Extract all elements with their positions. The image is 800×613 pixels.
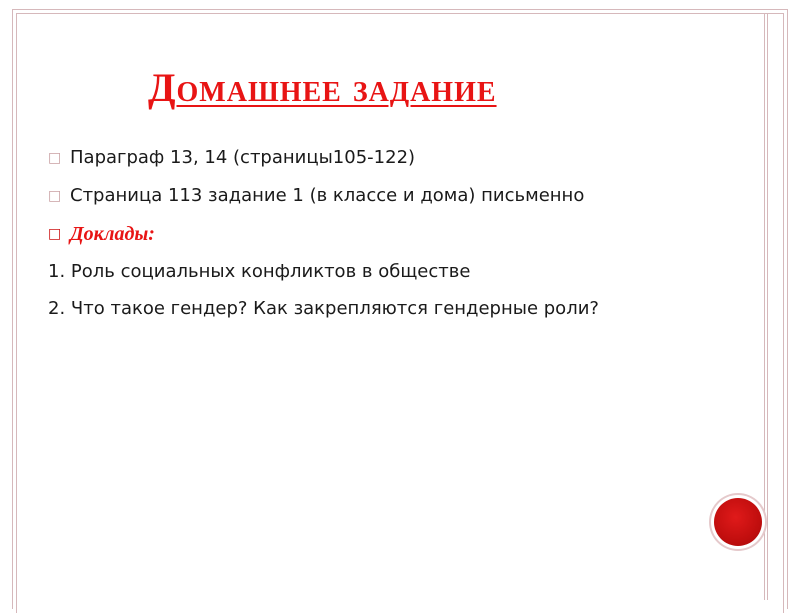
square-bullet-icon: □ <box>48 226 62 242</box>
square-bullet-icon: □ <box>48 188 62 204</box>
numbered-item: 1. Роль социальных конфликтов в обществе <box>48 261 471 282</box>
decorative-stripe <box>767 13 768 600</box>
slide-content <box>48 143 708 323</box>
bullet-item <box>48 181 708 219</box>
square-bullet-icon: □ <box>48 150 62 166</box>
slide-title: Домашнее задание <box>148 65 497 110</box>
bullet-item <box>48 143 708 181</box>
red-circle-decoration <box>714 498 762 546</box>
reports-heading: Доклады: <box>70 223 155 245</box>
bullet-item-text: Страница 113 задание 1 (в классе и дома) письменно <box>70 185 585 206</box>
bullet-item <box>48 219 708 257</box>
decorative-stripe <box>764 13 765 600</box>
numbered-item: 2. Что такое гендер? Как закрепляются гендерные роли? <box>48 298 599 319</box>
bullet-item-text: Параграф 13, 14 (страницы105-122) <box>70 147 416 168</box>
